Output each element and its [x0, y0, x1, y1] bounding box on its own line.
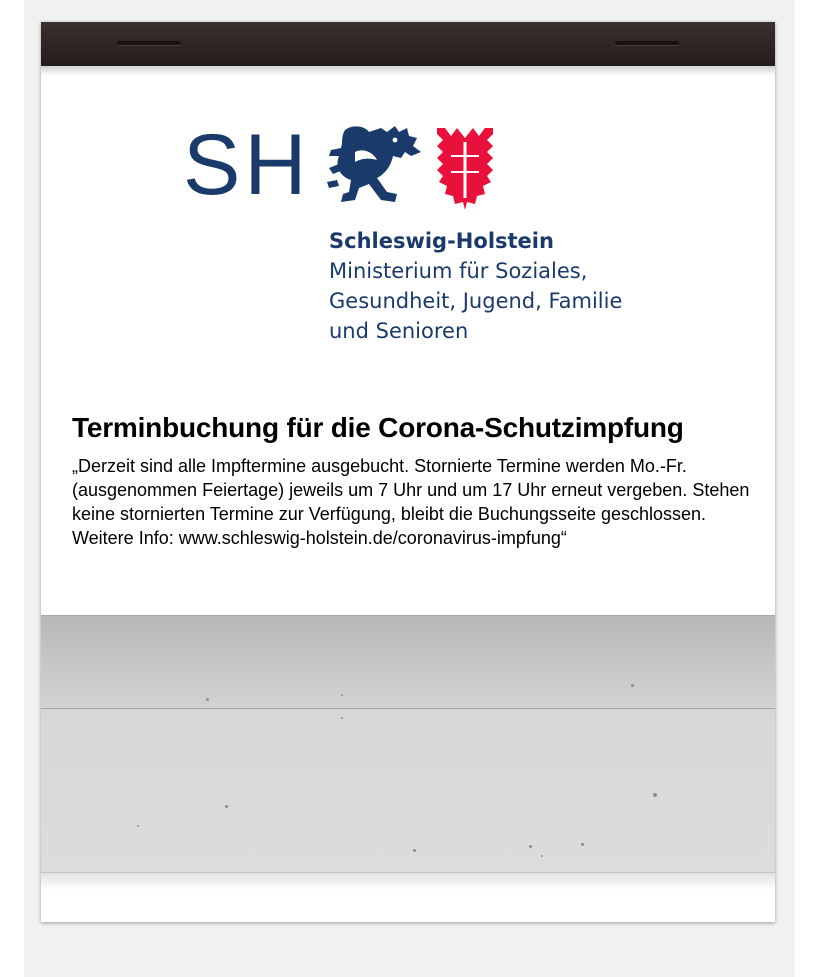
header-slot-left	[117, 41, 181, 45]
state-name: Schleswig-Holstein	[329, 229, 554, 253]
notice-card	[41, 22, 775, 922]
speck	[225, 805, 228, 808]
speck	[581, 843, 584, 846]
ministry-line-3: und Senioren	[329, 319, 469, 343]
card-header-bar	[41, 22, 775, 66]
ministry-line-2: Gesundheit, Jugend, Familie	[329, 289, 623, 313]
gray-panel-upper	[41, 615, 775, 709]
ministry-line-1: Ministerium für Soziales,	[329, 259, 588, 283]
logo-sh-letters: SH	[183, 117, 311, 213]
speck	[529, 845, 532, 848]
speck	[206, 698, 209, 701]
notice-message: „Derzeit sind alle Impftermine ausgebucht. Stornierte Termine werden Mo.-Fr. (ausgenommen Feiertage) jeweils um 7 Uhr und um 17 Uhr erneut vergeben. Stehen keine stornierten Termine zur Verfügung, bleibt die Buchungsseite geschlossen. Weitere Info: www.schleswig-holstein.de/coronavirus-impfung“	[72, 456, 750, 548]
page-title: Terminbuchung für die Corona-Schutzimpfung	[72, 412, 684, 443]
speck	[631, 684, 634, 687]
speck	[137, 825, 139, 827]
speck	[413, 849, 416, 852]
lion-icon	[325, 122, 427, 208]
header-slot-right	[615, 41, 679, 45]
gray-panel-lower	[41, 708, 775, 873]
speck	[653, 793, 657, 797]
nettle-leaf-icon	[437, 128, 493, 210]
header-shadow	[41, 66, 775, 76]
speck	[541, 855, 543, 857]
ministry-logo	[183, 117, 663, 352]
speck	[341, 717, 343, 719]
logo-text	[329, 226, 622, 346]
bottom-shadow	[41, 872, 775, 890]
speck	[341, 694, 343, 696]
